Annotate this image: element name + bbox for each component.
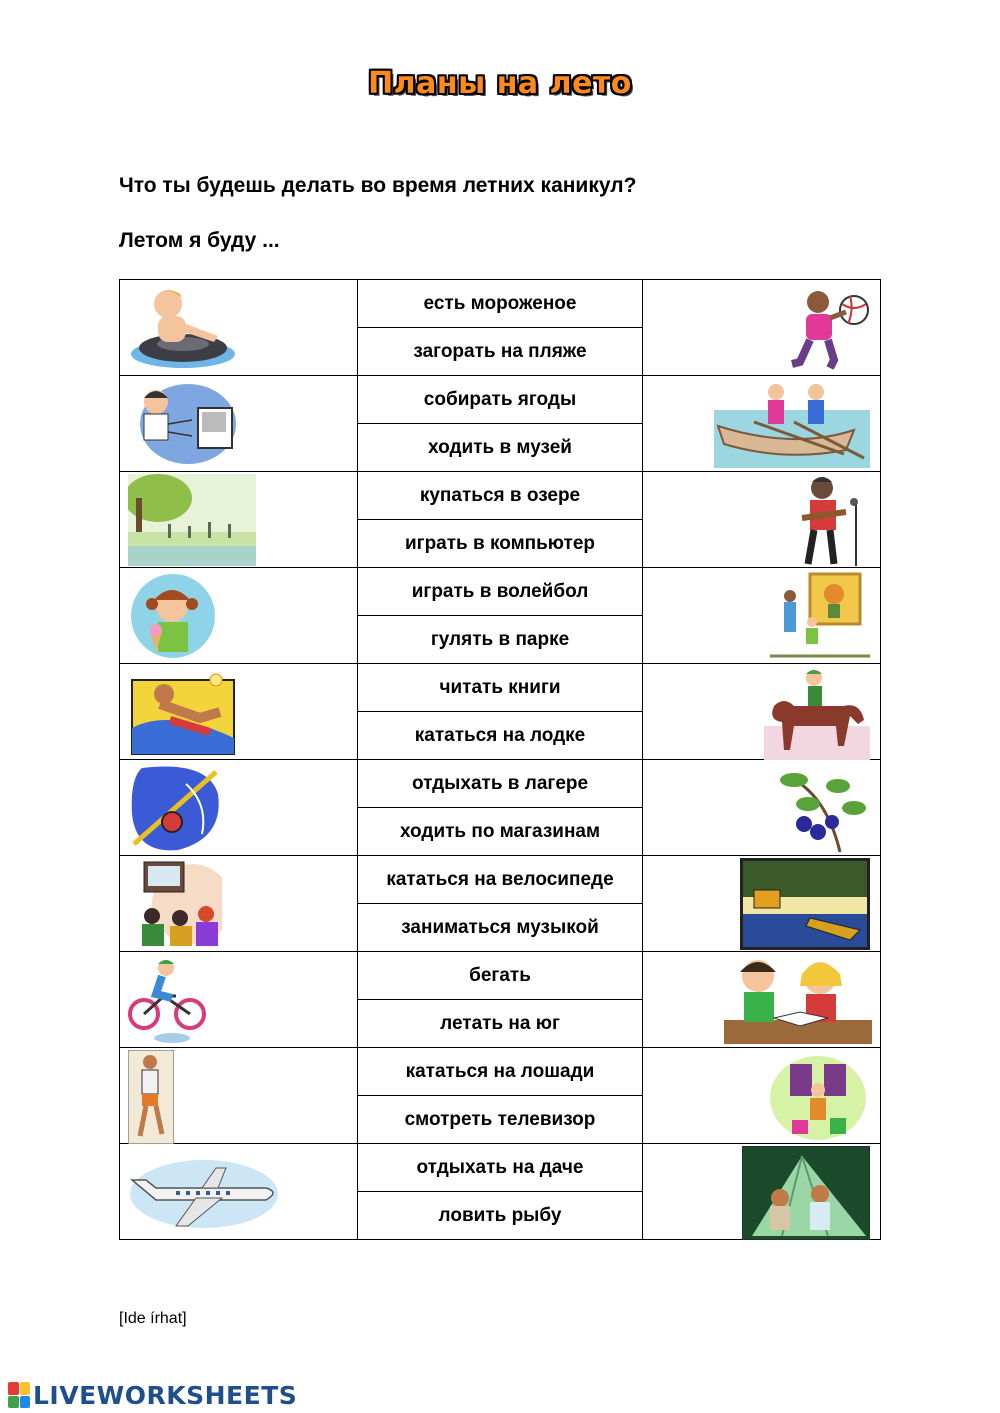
- page-title: Планы на лето: [368, 66, 632, 101]
- row-left-picture: [120, 280, 358, 376]
- phrase-cell: ходить в музей: [358, 424, 643, 472]
- row-left-picture: [120, 1048, 358, 1144]
- guitar-singer-icon: [796, 474, 872, 568]
- row-right-picture: [643, 280, 881, 376]
- table-row: [120, 568, 881, 616]
- phrase-cell: купаться в озере: [358, 472, 643, 520]
- runner-icon: [128, 1050, 174, 1144]
- table-row: [120, 664, 881, 712]
- table-row: [120, 280, 881, 328]
- row-left-picture: [120, 856, 358, 952]
- phrase-cell: читать книги: [358, 664, 643, 712]
- row-left-picture: [120, 376, 358, 472]
- phrase-cell: отдыхать на даче: [358, 1144, 643, 1192]
- phrase-cell: бегать: [358, 952, 643, 1000]
- row-right-picture: [643, 376, 881, 472]
- table-row: [120, 1144, 881, 1192]
- row-left-picture: [120, 472, 358, 568]
- row-right-picture: [643, 856, 881, 952]
- phrase-cell: летать на юг: [358, 1000, 643, 1048]
- row-left-picture: [120, 1144, 358, 1240]
- logo-badge-icon: [8, 1382, 30, 1408]
- horse-rider-icon: [764, 666, 870, 760]
- tent-camping-icon: [742, 1146, 870, 1240]
- row-left-picture: [120, 760, 358, 856]
- table-row: [120, 1048, 881, 1096]
- berry-branch-icon: [778, 762, 870, 854]
- phrase-cell: играть в компьютер: [358, 520, 643, 568]
- kids-reading-icon: [724, 956, 872, 1044]
- sunbathing-icon: [130, 668, 236, 756]
- computer-class-icon: [132, 858, 222, 950]
- rowing-boat-icon: [714, 380, 870, 468]
- row-right-picture: [643, 1144, 881, 1240]
- phrase-cell: играть в волейбол: [358, 568, 643, 616]
- liveworksheets-logo: [8, 1380, 297, 1410]
- activity-table: [119, 279, 881, 1240]
- row-right-picture: [643, 952, 881, 1048]
- table-row: [120, 856, 881, 904]
- phrase-cell: смотреть телевизор: [358, 1096, 643, 1144]
- table-row: [120, 376, 881, 424]
- park-walk-icon: [128, 474, 256, 566]
- lead-text: Летом я буду ...: [119, 229, 280, 252]
- phrase-cell: гулять в парке: [358, 616, 643, 664]
- question-text: Что ты будешь делать во время летних каникул?: [119, 174, 637, 197]
- phrase-cell: есть мороженое: [358, 280, 643, 328]
- phrase-cell: кататься на велосипеде: [358, 856, 643, 904]
- phrase-cell: отдыхать в лагере: [358, 760, 643, 808]
- row-right-picture: [643, 568, 881, 664]
- row-right-picture: [643, 472, 881, 568]
- airplane-icon: [126, 1150, 282, 1234]
- table-row: [120, 760, 881, 808]
- row-left-picture: [120, 664, 358, 760]
- phrase-cell: кататься на лошади: [358, 1048, 643, 1096]
- row-left-picture: [120, 568, 358, 664]
- row-right-picture: [643, 1048, 881, 1144]
- phrase-cell: собирать ягоды: [358, 376, 643, 424]
- row-right-picture: [643, 664, 881, 760]
- shopping-icon: [768, 1054, 866, 1142]
- phrase-cell: загорать на пляже: [358, 328, 643, 376]
- table-row: [120, 472, 881, 520]
- phrase-cell: ловить рыбу: [358, 1192, 643, 1240]
- museum-painting-icon: [770, 570, 870, 662]
- lake-camp-icon: [740, 858, 870, 950]
- table-row: [120, 952, 881, 1000]
- tv-watching-icon: [128, 380, 238, 466]
- row-right-picture: [643, 760, 881, 856]
- ice-cream-girl-icon: [128, 572, 218, 660]
- phrase-cell: кататься на лодке: [358, 712, 643, 760]
- footer-placeholder: [Ide írhat]: [119, 1310, 187, 1327]
- row-left-picture: [120, 952, 358, 1048]
- logo-text: LIVEWORKSHEETS: [33, 1380, 298, 1410]
- fishing-rod-icon: [128, 764, 224, 854]
- cyclist-icon: [128, 956, 208, 1044]
- volleyball-girl-icon: [770, 284, 870, 372]
- swim-ring-boy-icon: [128, 284, 243, 372]
- phrase-cell: ходить по магазинам: [358, 808, 643, 856]
- phrase-cell: заниматься музыкой: [358, 904, 643, 952]
